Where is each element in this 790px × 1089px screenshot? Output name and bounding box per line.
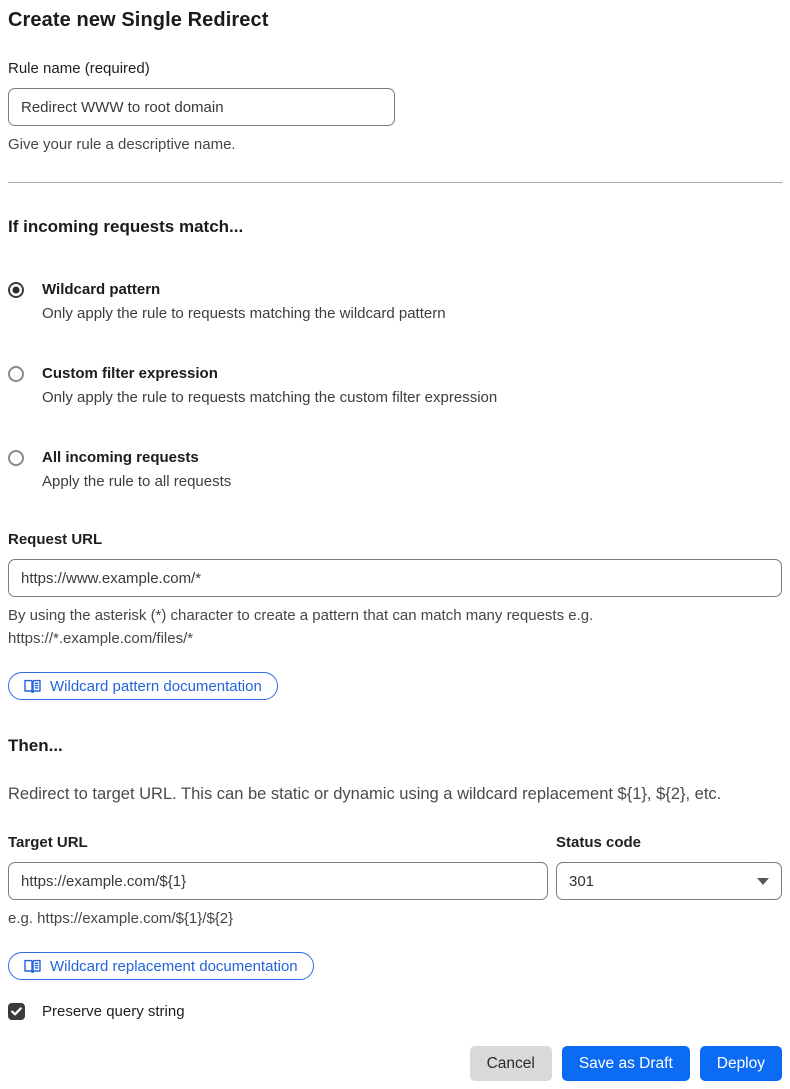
- radio-button-selected[interactable]: [8, 282, 24, 298]
- match-type-radio-group: [8, 279, 782, 493]
- target-url-label: Target URL: [8, 834, 88, 851]
- radio-description: Apply the rule to all requests: [42, 473, 232, 490]
- checkmark-icon: [11, 1007, 22, 1016]
- doc-button-label: Wildcard pattern documentation: [50, 677, 262, 695]
- radio-option-wildcard-pattern[interactable]: [8, 279, 782, 325]
- radio-description: Only apply the rule to requests matching the custom filter expression: [42, 389, 498, 406]
- then-section-heading: Then...: [8, 736, 63, 755]
- chevron-down-icon: [757, 878, 769, 885]
- save-as-draft-button[interactable]: Save as Draft: [562, 1046, 690, 1081]
- radio-label[interactable]: All incoming requests: [42, 449, 199, 466]
- target-url-input[interactable]: [8, 862, 548, 900]
- then-description: Redirect to target URL. This can be static or dynamic using a wildcard replacement ${1}, ${2}, etc.: [8, 785, 722, 803]
- wildcard-replacement-documentation-button[interactable]: [8, 952, 314, 980]
- radio-button[interactable]: [8, 366, 24, 382]
- book-icon: [24, 679, 41, 694]
- status-code-label: Status code: [556, 834, 642, 851]
- doc-button-label: Wildcard replacement documentation: [50, 957, 298, 975]
- request-url-label: Request URL: [8, 531, 103, 548]
- deploy-button[interactable]: Deploy: [700, 1046, 782, 1081]
- radio-text: [42, 279, 446, 325]
- book-icon: [24, 959, 41, 974]
- wildcard-pattern-documentation-button[interactable]: [8, 672, 278, 700]
- radio-option-all-incoming-requests[interactable]: [8, 447, 782, 493]
- radio-text: [42, 447, 231, 493]
- preserve-query-string-checkbox[interactable]: [8, 1003, 25, 1020]
- section-divider: [8, 182, 782, 183]
- request-url-input[interactable]: [8, 559, 782, 597]
- cancel-button[interactable]: Cancel: [470, 1046, 552, 1081]
- target-status-row: [8, 833, 782, 930]
- radio-label[interactable]: Wildcard pattern: [42, 281, 161, 298]
- rule-name-label: Rule name (required): [8, 60, 150, 77]
- preserve-query-string-label[interactable]: Preserve query string: [42, 1003, 185, 1020]
- request-url-helper: By using the asterisk (*) character to create a pattern that can match many requests e.g. https://*.example.com/files/*: [8, 607, 594, 647]
- target-url-field: [8, 833, 548, 930]
- rule-name-helper: Give your rule a descriptive name.: [8, 136, 236, 153]
- rule-name-input[interactable]: [8, 88, 395, 126]
- footer-actions: [8, 1046, 782, 1081]
- target-url-helper: e.g. https://example.com/${1}/${2}: [8, 910, 234, 927]
- radio-option-custom-filter-expression[interactable]: [8, 363, 782, 409]
- radio-button[interactable]: [8, 450, 24, 466]
- preserve-query-string-row[interactable]: [8, 1003, 782, 1020]
- radio-text: [42, 363, 497, 409]
- status-code-select[interactable]: [556, 862, 782, 900]
- radio-label[interactable]: Custom filter expression: [42, 365, 218, 382]
- status-code-field: [556, 833, 782, 930]
- radio-description: Only apply the rule to requests matching the wildcard pattern: [42, 305, 446, 322]
- status-code-selected-value: 301: [569, 872, 595, 890]
- match-section-heading: If incoming requests match...: [8, 217, 244, 236]
- page-title: Create new Single Redirect: [8, 9, 269, 31]
